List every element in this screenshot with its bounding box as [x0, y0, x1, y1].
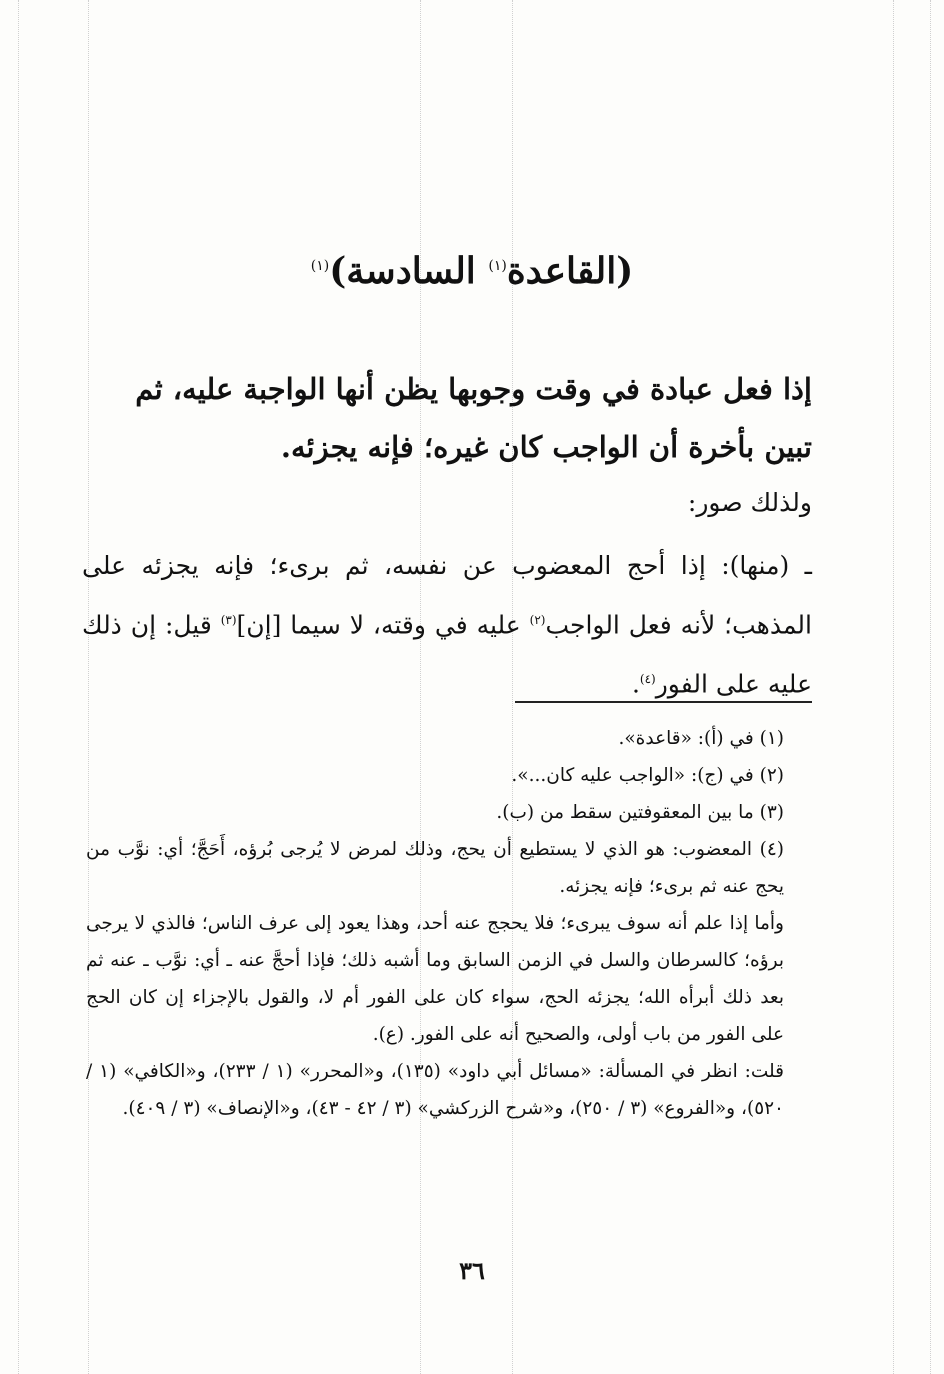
page-title	[0, 250, 944, 292]
footnote: (٣) ما بين المعقوفتين سقط من (ب).	[496, 802, 784, 823]
footnote-ref: (٤)	[639, 672, 656, 687]
title-footnote-mark: (١)	[310, 258, 330, 274]
footnote-ref: (٢)	[529, 613, 546, 627]
footnote-separator	[515, 701, 812, 703]
example-paragraph	[82, 538, 812, 712]
example-text: ـ (منها): إذا أحج المعضوب عن نفسه، ثم برىء؛ فإنه يجزئه على المذهب؛ لأنه فعل الواجب	[82, 551, 812, 640]
footnote: (٤) المعضوب: هو الذي لا يستطيع أن يحج، وذلك لمرض لا يُرجى بُرؤه، أَحَجَّ؛ أي: نوَّب من يحج عنه ثم برىء؛ فإنه يجزئه.	[86, 839, 784, 897]
scan-guide-line	[930, 0, 931, 1374]
footnotes	[86, 720, 812, 1127]
title-second: السادسة)	[329, 250, 489, 292]
scan-guide-line	[893, 0, 894, 1374]
example-text: .	[631, 669, 640, 699]
rule-statement: إذا فعل عبادة في وقت وجوبها يظن أنها الواجبة عليه، ثم تبين بأخرة أن الواجب كان غيره؛ فإنه يجزئه.	[135, 372, 812, 464]
intro-line: ولذلك صور:	[687, 488, 812, 517]
footnote-ref: (٣)	[220, 613, 237, 627]
scan-guide-line	[18, 0, 19, 1374]
example-text: قيل: إن ذلك عليه على الفور	[82, 610, 812, 699]
example-text: عليه في وقته، لا سيما [إن]	[236, 610, 530, 640]
footnote-continuation: قلت: انظر في المسألة: «مسائل أبي داود» (١٣٥)، و«المحرر» (١ / ٢٣٣)، و«الكافي» (١ / ٥٢٠)، و«الفروع» (٣ / ٢٥٠)، و«شرح الزركشي» (٣ / ٤٢ - ٤٣)، و«الإنصاف» (٣ / ٤٠٩).	[86, 1061, 784, 1119]
page-number: ٣٦	[459, 1256, 485, 1285]
title-main: (القاعدة	[506, 250, 634, 292]
footnote-continuation: وأما إذا علم أنه سوف يبرىء؛ فلا يحجج عنه أحد، وهذا يعود إلى عرف الناس؛ فالذي لا يرجى برؤه؛ كالسرطان والسل في الزمن السابق وما أشبه ذلك؛ فإذا أحجَّ عنه ـ أي: نوَّب ـ عنه ثم بعد ذلك أبرأه الله؛ يجزئه الحج، سواء كان على الفور أم لا، والقول بالإجزاء إن كان الحج على الفور من باب أولى، والصحيح أنه على الفور. (ع).	[86, 913, 784, 1045]
title-footnote-mark: (١)	[488, 258, 507, 274]
footnote: (٢) في (ج): «الواجب عليه كان...».	[511, 765, 784, 786]
footnote: (١) في (أ): «قاعدة».	[618, 728, 784, 749]
